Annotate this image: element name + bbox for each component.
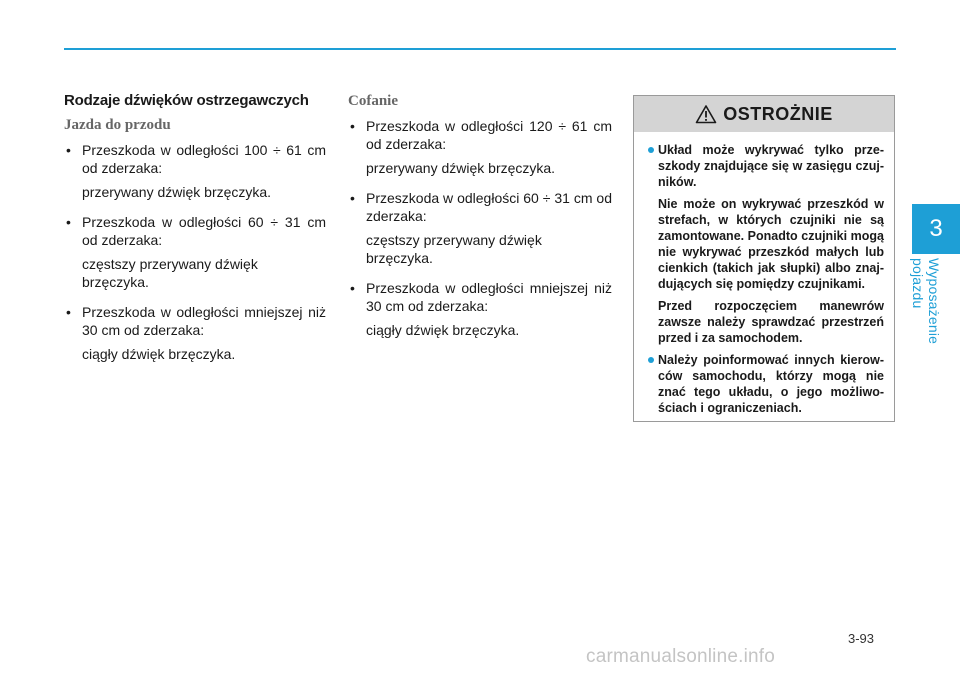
caution-box: [633, 95, 895, 422]
list-item: [348, 117, 612, 177]
sound-text: częstszy przerywany dźwięk brzęczyka.: [82, 256, 258, 290]
warning-triangle-icon: [695, 104, 717, 124]
section-heading: Rodzaje dźwięków ostrzegawczych: [64, 92, 309, 109]
sound-text: przerywany dźwięk brzęczyka.: [82, 184, 272, 200]
top-rule: [64, 48, 896, 50]
caution-title: OSTROŻNIE: [723, 103, 833, 124]
condition-text: • Przeszkoda w odległości 120 ÷ 61 cm od zderzaka:: [348, 117, 612, 153]
condition-text: • Przeszkoda w odległości mniejszej niż 30 cm od zderzaka:: [64, 303, 326, 339]
caution-body: [634, 132, 894, 416]
caution-paragraph: Nie może on wykrywać przeszkód w strefach, w których czujniki nie są zamontowane. Ponadto czujniki mogą nie wykrywać przeszkód małych lub cienkich (takich jak słupki) albo znaj-dujących się pomiędzy czujnikami.: [658, 197, 884, 291]
list-item: [348, 279, 612, 339]
sound-text: przerywany dźwięk brzęczyka.: [366, 160, 556, 176]
chapter-label: Wyposażenie pojazdu: [910, 258, 942, 345]
condition-text: • Przeszkoda w odległości 100 ÷ 61 cm od zderzaka:: [64, 141, 326, 177]
list-item: [348, 189, 612, 267]
sound-text: ciągły dźwięk brzęczyka.: [366, 322, 520, 338]
caution-header: [634, 96, 894, 132]
condition-text: • Przeszkoda w odległości 60 ÷ 31 cm od zderzaka:: [348, 189, 612, 225]
caution-paragraph: Przed rozpoczęciem manewrów zawsze należy sprawdzać przestrzeń przed i za samochodem.: [658, 299, 884, 345]
list-item: [64, 213, 326, 291]
sound-text: częstszy przerywany dźwięk brzęczyka.: [366, 232, 542, 266]
left-column: [64, 92, 326, 375]
list-item: [64, 303, 326, 363]
page-number: 3-93: [848, 631, 875, 646]
reverse-subheading: Cofanie: [348, 93, 398, 109]
list-item: [64, 141, 326, 201]
caution-paragraph: Układ może wykrywać tylko prze-szkody znajdujące się w zasięgu czuj-ników.: [648, 142, 884, 190]
chapter-number: 3: [929, 215, 943, 242]
forward-subheading: Jazda do przodu: [64, 117, 171, 133]
chapter-tab: [912, 204, 960, 254]
caution-paragraph: Należy poinformować innych kierow-ców samochodu, którzy mogą nie znać tego układu, o jego możliwo-ściach i ograniczeniach.: [648, 352, 884, 416]
condition-text: • Przeszkoda w odległości 60 ÷ 31 cm od zderzaka:: [64, 213, 326, 249]
middle-column: [348, 92, 612, 351]
sound-text: ciągły dźwięk brzęczyka.: [82, 346, 236, 362]
watermark: carmanualsonline.info: [586, 646, 776, 667]
condition-text: • Przeszkoda w odległości mniejszej niż 30 cm od zderzaka:: [348, 279, 612, 315]
